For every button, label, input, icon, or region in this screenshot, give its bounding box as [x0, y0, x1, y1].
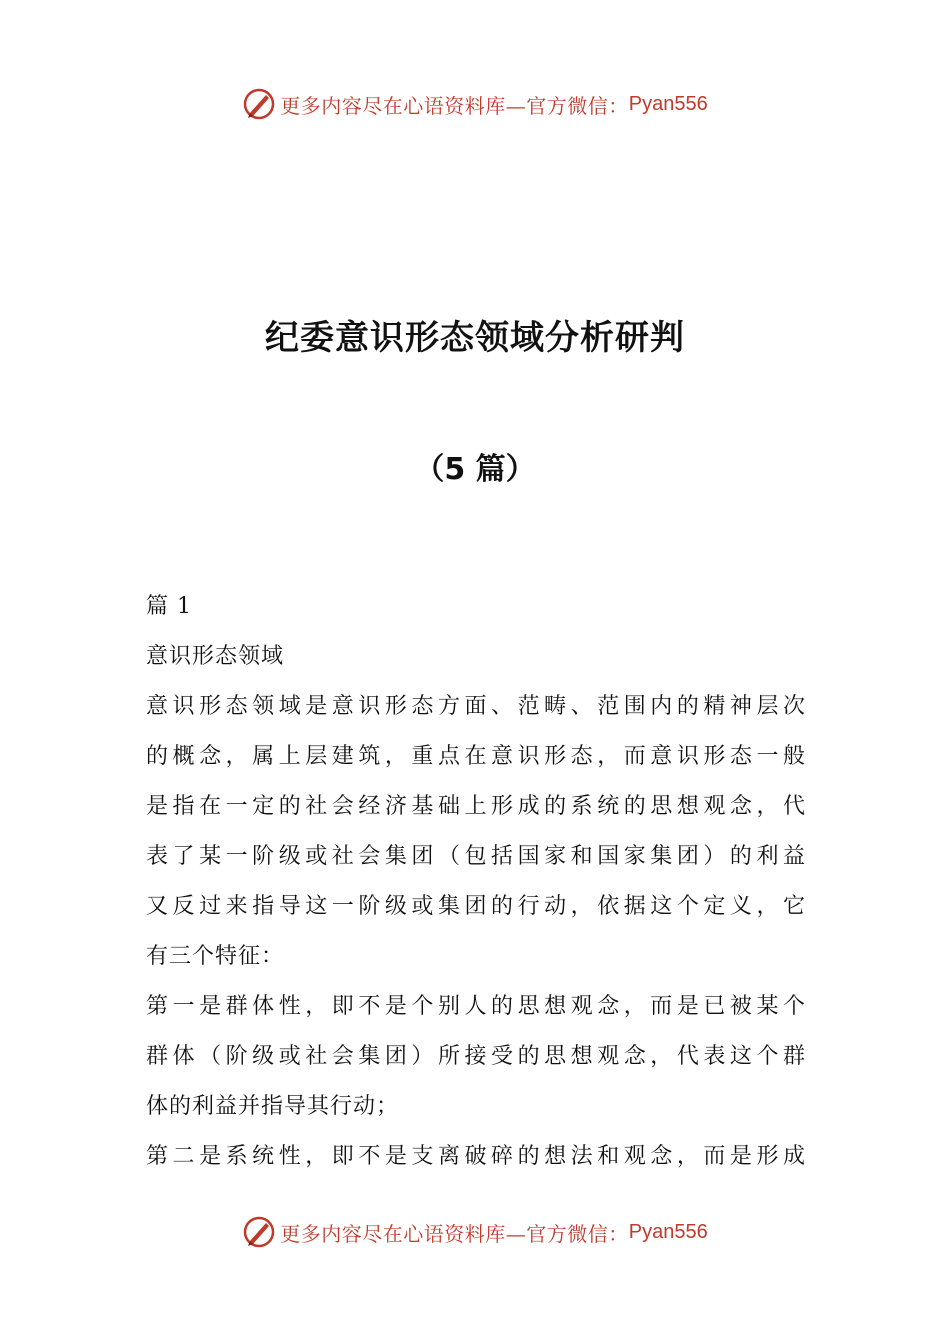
footer-banner	[0, 1210, 950, 1254]
header-wechat-id: Pyan556	[628, 92, 708, 115]
document-body	[146, 582, 806, 1182]
paragraph-line: 意识形态领域	[146, 644, 285, 669]
paragraph-line: 意识形态领域是意识形态方面、范畴、范围内的精神层次	[146, 694, 806, 719]
paragraph-line: 又反过来指导这一阶级或集团的行动，依据这个定义，它	[146, 894, 806, 919]
header-banner	[0, 82, 950, 126]
paragraph-line: 体的利益并指导其行动；	[146, 1094, 400, 1119]
paragraph-line: 是指在一定的社会经济基础上形成的系统的思想观念，代	[146, 794, 806, 819]
document-title: 纪委意识形态领域分析研判	[265, 318, 685, 358]
section-heading: 篇 1	[146, 594, 192, 619]
paragraph-line: 第二是系统性，即不是支离破碎的想法和观念，而是形成	[146, 1144, 806, 1169]
pen-logo-icon	[242, 1215, 276, 1249]
pen-logo-icon	[242, 87, 276, 121]
footer-banner-text: 更多内容尽在心语资料库—官方微信：	[280, 1221, 629, 1246]
paragraph-line: 的概念，属上层建筑，重点在意识形态，而意识形态一般	[146, 744, 806, 769]
footer-wechat-id: Pyan556	[628, 1220, 708, 1243]
paragraph-line: 群体（阶级或社会集团）所接受的思想观念，代表这个群	[146, 1044, 806, 1069]
paragraph-line: 表了某一阶级或社会集团（包括国家和国家集团）的利益	[146, 844, 806, 869]
header-banner-text: 更多内容尽在心语资料库—官方微信：	[280, 93, 629, 118]
document-subtitle: （5 篇）	[414, 452, 536, 487]
paragraph-line: 第一是群体性，即不是个别人的思想观念，而是已被某个	[146, 994, 806, 1019]
paragraph-line: 有三个特征：	[146, 944, 285, 969]
